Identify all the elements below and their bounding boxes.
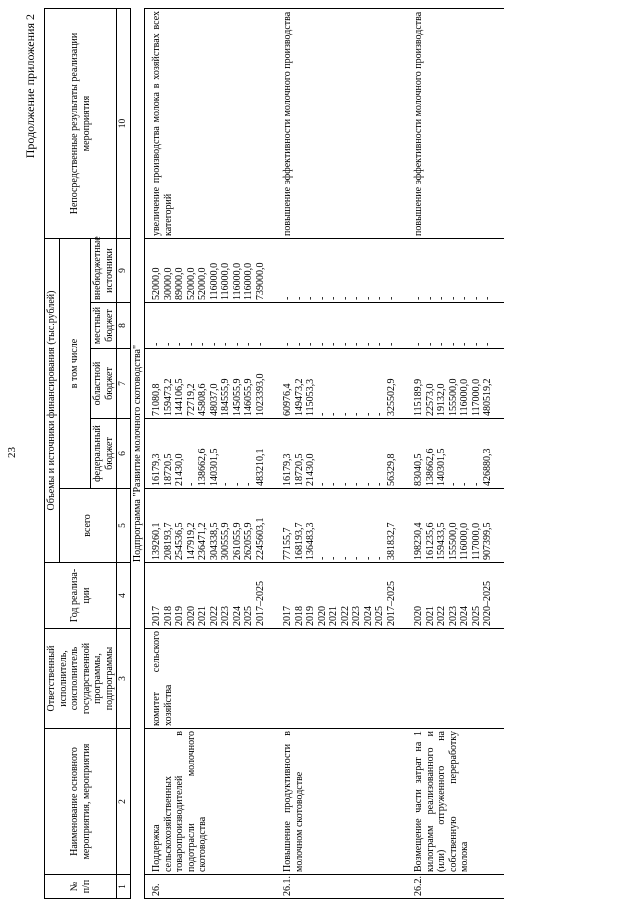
- header-total: всего: [59, 489, 117, 563]
- cell-value: 45808,6: [197, 383, 209, 416]
- cell-value: -: [385, 296, 397, 300]
- years-list: [276, 563, 407, 629]
- executor: [407, 629, 504, 729]
- cell-value: 2024: [231, 606, 243, 626]
- column-number: 7: [117, 349, 131, 419]
- cell-value: 117000,0: [470, 522, 482, 560]
- total-list: [145, 489, 277, 563]
- cell-value: 2019: [174, 606, 186, 626]
- cell-value: 159473,2: [162, 378, 174, 416]
- cell-value: 136483,3: [305, 522, 317, 560]
- cell-value: -: [293, 342, 305, 346]
- cell-value: -: [447, 342, 459, 346]
- extrabudget-list: [145, 239, 277, 303]
- measure-name: Возмещение части затрат на 1 килограмм реализованного и (или) отгруженного на собственную переработку молока: [407, 729, 504, 875]
- cell-value: 146055,9: [243, 378, 255, 416]
- cell-value: -: [482, 296, 494, 300]
- cell-value: -: [362, 482, 374, 486]
- cell-value: 2022: [208, 606, 220, 626]
- cell-value: 2022: [339, 606, 351, 626]
- cell-value: -: [339, 296, 351, 300]
- cell-value: 155500,0: [447, 522, 459, 560]
- cell-value: 16179,3: [282, 453, 294, 486]
- cell-value: -: [351, 482, 363, 486]
- cell-value: -: [447, 482, 459, 486]
- cell-value: -: [413, 342, 425, 346]
- cell-value: 18720,5: [293, 453, 305, 486]
- cell-value: -: [362, 296, 374, 300]
- cell-value: -: [470, 296, 482, 300]
- cell-value: -: [220, 342, 232, 346]
- cell-value: 161235,6: [424, 522, 436, 560]
- cell-value: 22573,0: [424, 383, 436, 416]
- cell-value: 116000,0: [243, 262, 255, 300]
- cell-value: -: [316, 412, 328, 416]
- cell-value: 2021: [328, 606, 340, 626]
- cell-value: 21430,0: [174, 453, 186, 486]
- cell-value: 147919,2: [185, 522, 197, 560]
- cell-value: 2019: [305, 606, 317, 626]
- program-table: [44, 8, 504, 899]
- cell-value: 168193,7: [293, 522, 305, 560]
- cell-value: 138662,6: [197, 448, 209, 486]
- page-number: 23: [6, 447, 18, 458]
- row-number: 26.: [145, 875, 277, 899]
- cell-value: 138662,6: [424, 448, 436, 486]
- cell-value: 2021: [197, 606, 209, 626]
- column-number: 2: [117, 729, 131, 875]
- cell-value: 198230,4: [413, 522, 425, 560]
- cell-value: -: [459, 342, 471, 346]
- cell-value: -: [185, 342, 197, 346]
- cell-value: 2017–2025: [385, 581, 397, 626]
- cell-value: 116000,0: [220, 262, 232, 300]
- cell-value: 48037,0: [208, 383, 220, 416]
- cell-value: -: [374, 296, 386, 300]
- header-num: № п/п: [45, 875, 117, 899]
- cell-value: 21430,0: [305, 453, 317, 486]
- executor: комитет сельского хозяйства: [145, 629, 277, 729]
- cell-value: -: [447, 296, 459, 300]
- cell-value: -: [243, 342, 255, 346]
- cell-value: 1023393,0: [254, 373, 266, 416]
- cell-value: -: [305, 296, 317, 300]
- column-number: 9: [117, 239, 131, 303]
- cell-value: -: [316, 342, 328, 346]
- cell-value: 2245603,1: [254, 517, 266, 560]
- cell-value: -: [231, 482, 243, 486]
- cell-value: -: [185, 482, 197, 486]
- cell-value: 907399,5: [482, 522, 494, 560]
- cell-value: -: [351, 412, 363, 416]
- cell-value: 236471,2: [197, 522, 209, 560]
- extrabudget-list: [276, 239, 407, 303]
- cell-value: -: [413, 296, 425, 300]
- cell-value: -: [220, 482, 232, 486]
- cell-value: 426880,3: [482, 448, 494, 486]
- column-number: 5: [117, 489, 131, 563]
- subprogram-title: Подпрограмма "Развитие молочного скотоводства": [130, 9, 145, 899]
- cell-value: 16179,3: [151, 453, 163, 486]
- cell-value: -: [282, 342, 294, 346]
- cell-value: 77155,7: [282, 527, 294, 560]
- cell-value: 2017: [151, 606, 163, 626]
- cell-value: 159433,5: [436, 522, 448, 560]
- cell-value: 18720,5: [162, 453, 174, 486]
- regional-list: [407, 349, 504, 419]
- header-local: местный бюджет: [91, 303, 117, 349]
- cell-value: -: [351, 342, 363, 346]
- cell-value: -: [424, 342, 436, 346]
- cell-value: 2025: [243, 606, 255, 626]
- cell-value: 2022: [436, 606, 448, 626]
- result-text: повышение эффективности молочного производства: [276, 9, 407, 239]
- header-extrabudget: внебюджетные источники: [91, 239, 117, 303]
- cell-value: -: [351, 296, 363, 300]
- cell-value: 483210,1: [254, 448, 266, 486]
- cell-value: 116000,0: [231, 262, 243, 300]
- cell-value: 72719,2: [185, 383, 197, 416]
- cell-value: -: [243, 482, 255, 486]
- cell-value: -: [282, 296, 294, 300]
- column-number: 1: [117, 875, 131, 899]
- header-result: Непосредственные результаты реализации мероприятия: [45, 9, 117, 239]
- cell-value: -: [328, 482, 340, 486]
- cell-value: 2024: [459, 606, 471, 626]
- cell-value: 300555,9: [220, 522, 232, 560]
- cell-value: -: [385, 342, 397, 346]
- table-row: [407, 9, 504, 899]
- header-executor: Ответственный исполнитель, соисполнитель государственной программы, подпрограммы: [45, 629, 117, 729]
- total-list: [407, 489, 504, 563]
- cell-value: -: [293, 296, 305, 300]
- cell-value: 116000,0: [459, 522, 471, 560]
- cell-value: 2017: [282, 606, 294, 626]
- cell-value: 254536,5: [174, 522, 186, 560]
- local-list: [276, 303, 407, 349]
- executor: [276, 629, 407, 729]
- header-funding: Объемы и источники финансирования (тыс.рублей): [45, 239, 60, 563]
- cell-value: 2018: [293, 606, 305, 626]
- cell-value: 2021: [424, 606, 436, 626]
- cell-value: -: [305, 342, 317, 346]
- federal-list: [276, 419, 407, 489]
- cell-value: -: [231, 342, 243, 346]
- federal-list: [407, 419, 504, 489]
- column-number: 8: [117, 303, 131, 349]
- years-list: [407, 563, 504, 629]
- cell-value: -: [351, 556, 363, 560]
- cell-value: -: [470, 482, 482, 486]
- cell-value: 2023: [351, 606, 363, 626]
- cell-value: -: [328, 296, 340, 300]
- cell-value: 116000,0: [459, 378, 471, 416]
- cell-value: 262055,9: [243, 522, 255, 560]
- cell-value: 56329,8: [385, 453, 397, 486]
- cell-value: -: [254, 342, 266, 346]
- cell-value: 30000,0: [162, 267, 174, 300]
- cell-value: 2018: [162, 606, 174, 626]
- result-text: повышение эффективности молочного производства: [407, 9, 504, 239]
- local-list: [145, 303, 277, 349]
- cell-value: -: [436, 342, 448, 346]
- cell-value: -: [436, 296, 448, 300]
- cell-value: -: [459, 482, 471, 486]
- cell-value: 155500,0: [447, 378, 459, 416]
- cell-value: 2025: [470, 606, 482, 626]
- regional-list: [276, 349, 407, 419]
- cell-value: 2023: [220, 606, 232, 626]
- continuation-note: Продолжение приложения 2: [23, 14, 37, 159]
- row-number: 26.1.: [276, 875, 407, 899]
- cell-value: 71080,8: [151, 383, 163, 416]
- cell-value: -: [328, 342, 340, 346]
- cell-value: 52000,0: [185, 267, 197, 300]
- cell-value: -: [424, 296, 436, 300]
- cell-value: -: [362, 412, 374, 416]
- cell-value: 52000,0: [197, 267, 209, 300]
- cell-value: -: [208, 342, 220, 346]
- cell-value: 139260,1: [151, 522, 163, 560]
- cell-value: 739000,0: [254, 262, 266, 300]
- cell-value: -: [197, 342, 209, 346]
- header-regional: областной бюджет: [91, 349, 117, 419]
- cell-value: 89000,0: [174, 267, 186, 300]
- header-name: Наименование основного мероприятия, мероприятия: [45, 729, 117, 875]
- cell-value: -: [374, 412, 386, 416]
- cell-value: 261055,9: [231, 522, 243, 560]
- cell-value: 2025: [374, 606, 386, 626]
- cell-value: 115189,9: [413, 378, 425, 416]
- cell-value: 52000,0: [151, 267, 163, 300]
- cell-value: -: [316, 296, 328, 300]
- cell-value: 140301,5: [436, 448, 448, 486]
- cell-value: 116000,0: [208, 262, 220, 300]
- cell-value: 2020–2025: [482, 581, 494, 626]
- regional-list: [145, 349, 277, 419]
- cell-value: -: [374, 556, 386, 560]
- federal-list: [145, 419, 277, 489]
- cell-value: 325502,9: [385, 378, 397, 416]
- cell-value: 115053,3: [305, 378, 317, 416]
- cell-value: 145055,9: [231, 378, 243, 416]
- cell-value: -: [374, 342, 386, 346]
- cell-value: 208193,7: [162, 522, 174, 560]
- local-list: [407, 303, 504, 349]
- cell-value: -: [470, 342, 482, 346]
- cell-value: 2024: [362, 606, 374, 626]
- cell-value: 140301,5: [208, 448, 220, 486]
- cell-value: 304338,5: [208, 522, 220, 560]
- measure-name: Поддержка сельскохозяйственных товаропроизводителей в подотрасли молочного скотоводства: [145, 729, 277, 875]
- cell-value: -: [362, 556, 374, 560]
- cell-value: -: [328, 412, 340, 416]
- cell-value: 381832,7: [385, 522, 397, 560]
- cell-value: 480519,2: [482, 378, 494, 416]
- cell-value: 19132,0: [436, 383, 448, 416]
- header-federal: федеральный бюджет: [91, 419, 117, 489]
- result-text: увеличение производства молока в хозяйствах всех категорий: [145, 9, 277, 239]
- cell-value: 2023: [447, 606, 459, 626]
- column-number: 4: [117, 563, 131, 629]
- cell-value: -: [459, 296, 471, 300]
- cell-value: -: [482, 342, 494, 346]
- cell-value: 2020: [316, 606, 328, 626]
- column-number: 6: [117, 419, 131, 489]
- column-number: 3: [117, 629, 131, 729]
- cell-value: 149473,2: [293, 378, 305, 416]
- cell-value: -: [151, 342, 163, 346]
- row-number: 26.2.: [407, 875, 504, 899]
- cell-value: -: [328, 556, 340, 560]
- cell-value: -: [316, 556, 328, 560]
- cell-value: 2020: [185, 606, 197, 626]
- table-row: [145, 9, 277, 899]
- cell-value: -: [162, 342, 174, 346]
- cell-value: -: [174, 342, 186, 346]
- cell-value: 144106,5: [174, 378, 186, 416]
- cell-value: -: [339, 412, 351, 416]
- cell-value: 184555,9: [220, 378, 232, 416]
- total-list: [276, 489, 407, 563]
- cell-value: -: [316, 482, 328, 486]
- cell-value: 60976,4: [282, 383, 294, 416]
- measure-name: Повышение продуктивности в молочном скотоводстве: [276, 729, 407, 875]
- cell-value: -: [339, 342, 351, 346]
- extrabudget-list: [407, 239, 504, 303]
- cell-value: -: [362, 342, 374, 346]
- header-year: Год реализа-ции: [45, 563, 117, 629]
- cell-value: -: [339, 556, 351, 560]
- cell-value: -: [339, 482, 351, 486]
- cell-value: 2017–2025: [254, 581, 266, 626]
- column-number: 10: [117, 9, 131, 239]
- cell-value: -: [374, 482, 386, 486]
- table-row: [276, 9, 407, 899]
- cell-value: 117000,0: [470, 378, 482, 416]
- cell-value: 2020: [413, 606, 425, 626]
- header-including: в том числе: [59, 239, 91, 489]
- years-list: [145, 563, 277, 629]
- cell-value: 83040,5: [413, 453, 425, 486]
